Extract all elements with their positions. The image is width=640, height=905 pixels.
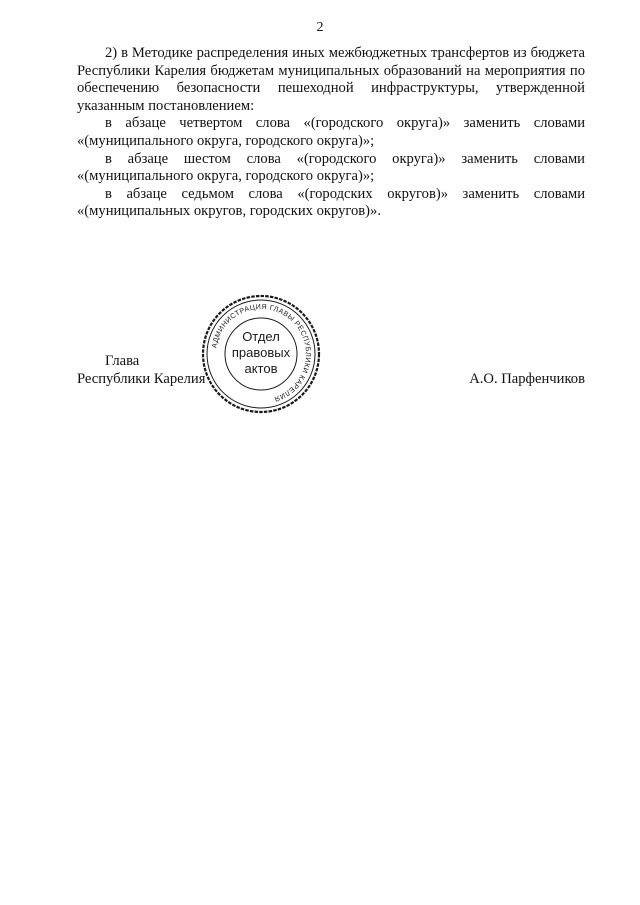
paragraph-methodology: 2) в Методике распределения иных межбюджетных трансфертов из бюджета Республики Карелия бюджетам муниципальных образований на мероприятия по обеспечению безопасности пешеходной инфраструктуры, утвержденной указанным постановлением: [77, 45, 585, 114]
paragraph-sixth-abzac: в абзаце шестом слова «(городского округа)» заменить словами «(муниципального округа, городского округа)»; [77, 150, 585, 185]
seal-graphic [200, 293, 322, 415]
paragraph-fourth-abzac: в абзаце четвертом слова «(городского округа)» заменить словами «(муниципального округа, городского округа)»; [77, 115, 585, 149]
seal-center-line-3: актов [244, 361, 278, 376]
signer-organization: Республики Карелия [77, 370, 206, 387]
seal-center-line-1: Отдел [242, 329, 280, 344]
signer-title: Глава [105, 353, 140, 369]
seal-center-line-2: правовых [231, 345, 291, 360]
signer-name: А.О. Парфенчиков [469, 370, 585, 387]
document-body [77, 45, 585, 221]
seal-ring-textpath: АДМИНИСТРАЦИЯ ГЛАВЫ РЕСПУБЛИКИ КАРЕЛИЯ [209, 301, 314, 404]
page-number: 2 [316, 20, 324, 35]
paragraph-seventh-abzac: в абзаце седьмом слова «(городских округов)» заменить словами «(муниципальных округов, городских округов)». [77, 185, 585, 220]
official-seal [200, 293, 322, 415]
